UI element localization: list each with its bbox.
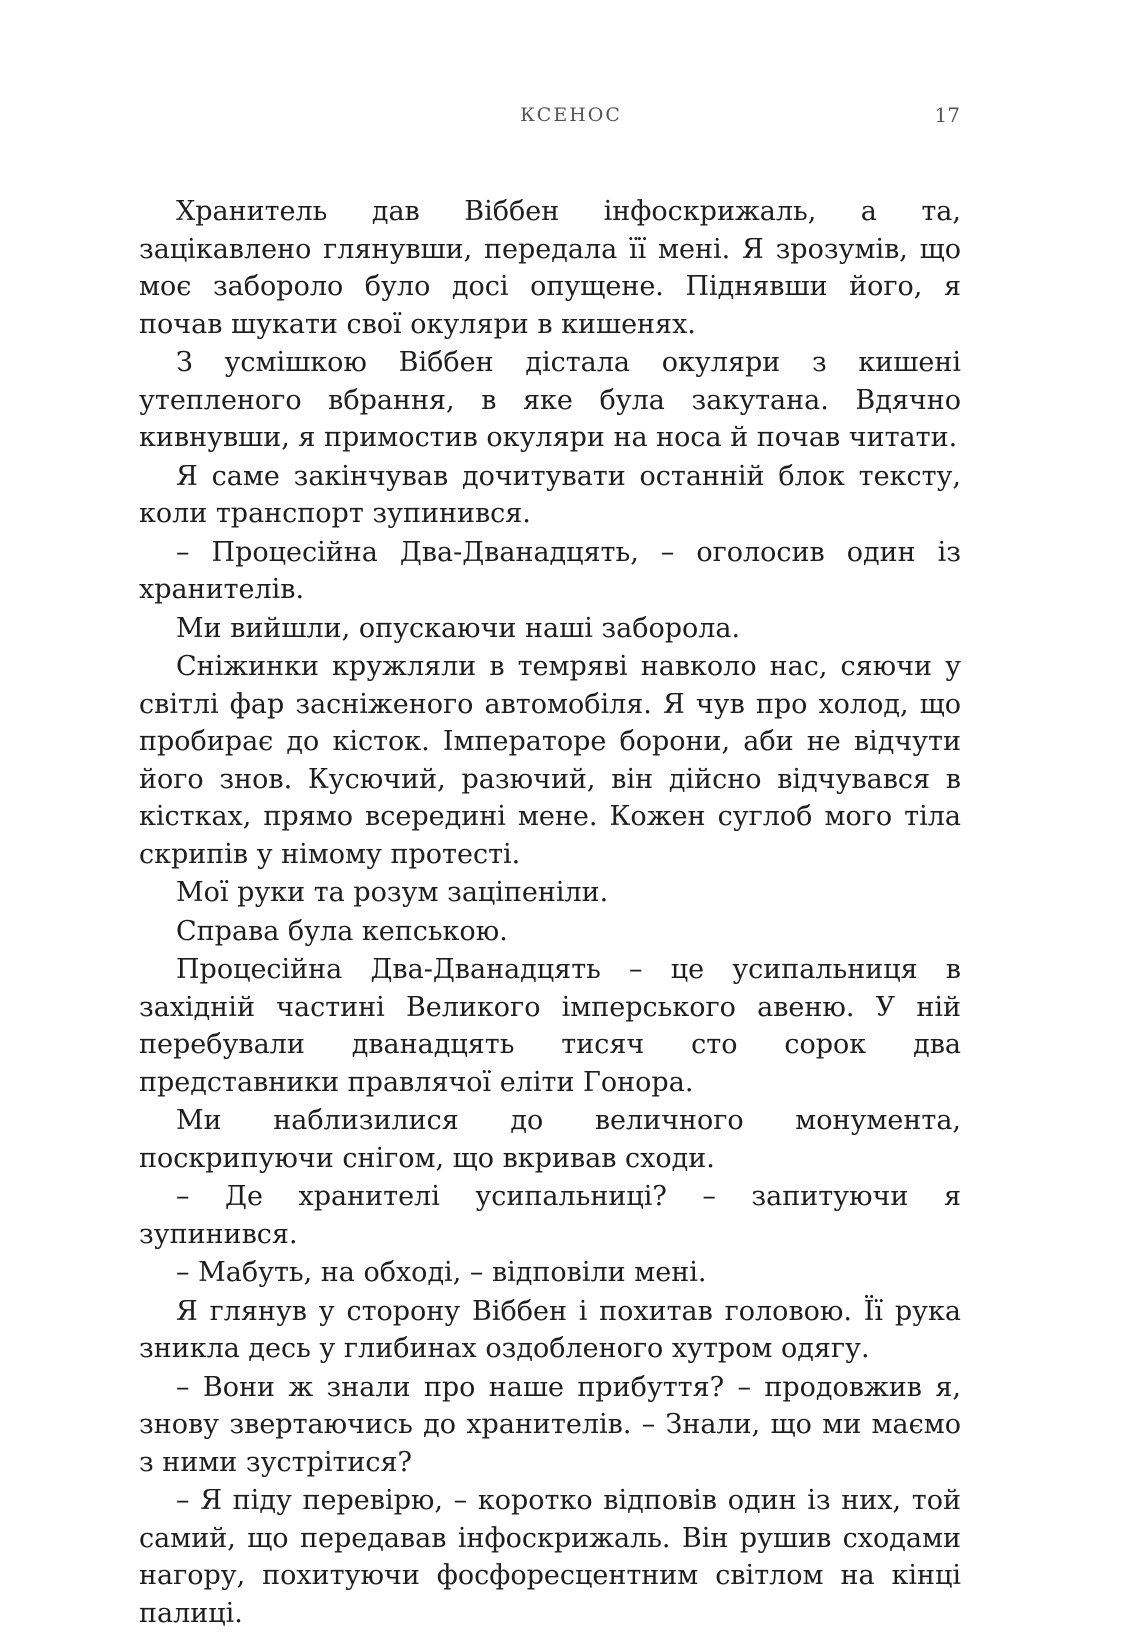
body-text bbox=[139, 193, 961, 1632]
paragraph-7: Мої руки та розум заціпеніли. bbox=[176, 877, 609, 908]
paragraph-15: – Я піду перевірю, – коротко відповів один із них, той самий, що передавав інфоскрижаль. Він рушив сходами нагору, похитуючи фосфоресцентним світлом на кінці палиці. bbox=[139, 1485, 961, 1629]
paragraph-13: Я глянув у сторону Віббен і похитав головою. Її рука зникла десь у глибинах оздобленого хутром одягу. bbox=[139, 1295, 961, 1364]
paragraph-14: – Вони ж знали про наше прибуття? – продовжив я, знову звертаючись до хранителів. – Знали, що ми маємо з ними зустрітися? bbox=[139, 1371, 961, 1478]
paragraph-6: Сніжинки кружляли в темряві навколо нас, сяючи у світлі фар засніженого автомобіля. Я чув про холод, що пробирає до кісток. Імператоре борони, аби не відчути його знов. Кусючий, разючий, він дійсно відчувався в кістках, прямо всередині мене. Кожен суглоб мого тіла скрипів у німому протесті. bbox=[139, 651, 961, 870]
paragraph-11: – Де хранителі усипальниці? – запитуючи я зупинився. bbox=[139, 1181, 961, 1250]
paragraph-4: – Процесійна Два-Дванадцять, – оголосив один із хранителів. bbox=[139, 536, 961, 605]
paragraph-8: Справа була кепською. bbox=[176, 915, 508, 947]
page-number: 17 bbox=[934, 103, 960, 127]
paragraph-5: Ми вийшли, опускаючи наші заборола. bbox=[176, 612, 741, 644]
paragraph-2: З усмішкою Віббен дістала окуляри з кишені утепленого вбрання, в яке була закутана. Вдячно кивнувши, я примостив окуляри на носа й почав читати. bbox=[139, 347, 961, 453]
running-head-title: КСЕНОС bbox=[520, 104, 622, 126]
paragraph-12: – Мабуть, на обході, – відповіли мені. bbox=[176, 1257, 707, 1288]
paragraph-3: Я саме закінчував дочитувати останній блок тексту, коли транспорт зупинився. bbox=[139, 460, 961, 529]
paragraph-9: Процесійна Два-Дванадцять – це усипальниця в західній частині Великого імперського авеню. У ній перебували дванадцять тисяч сто сорок два представники правлячої еліти Гонора. bbox=[139, 954, 961, 1098]
paragraph-1: Хранитель дав Віббен інфоскрижаль, а та, зацікавлено глянувши, передала її мені. Я зрозумів, що моє забороло було досі опущене. Піднявши його, я почав шукати свої окуляри в кишенях. bbox=[139, 196, 961, 340]
paragraph-10: Ми наблизилися до величного монумента, поскрипуючи снігом, що вкривав сходи. bbox=[139, 1105, 961, 1174]
